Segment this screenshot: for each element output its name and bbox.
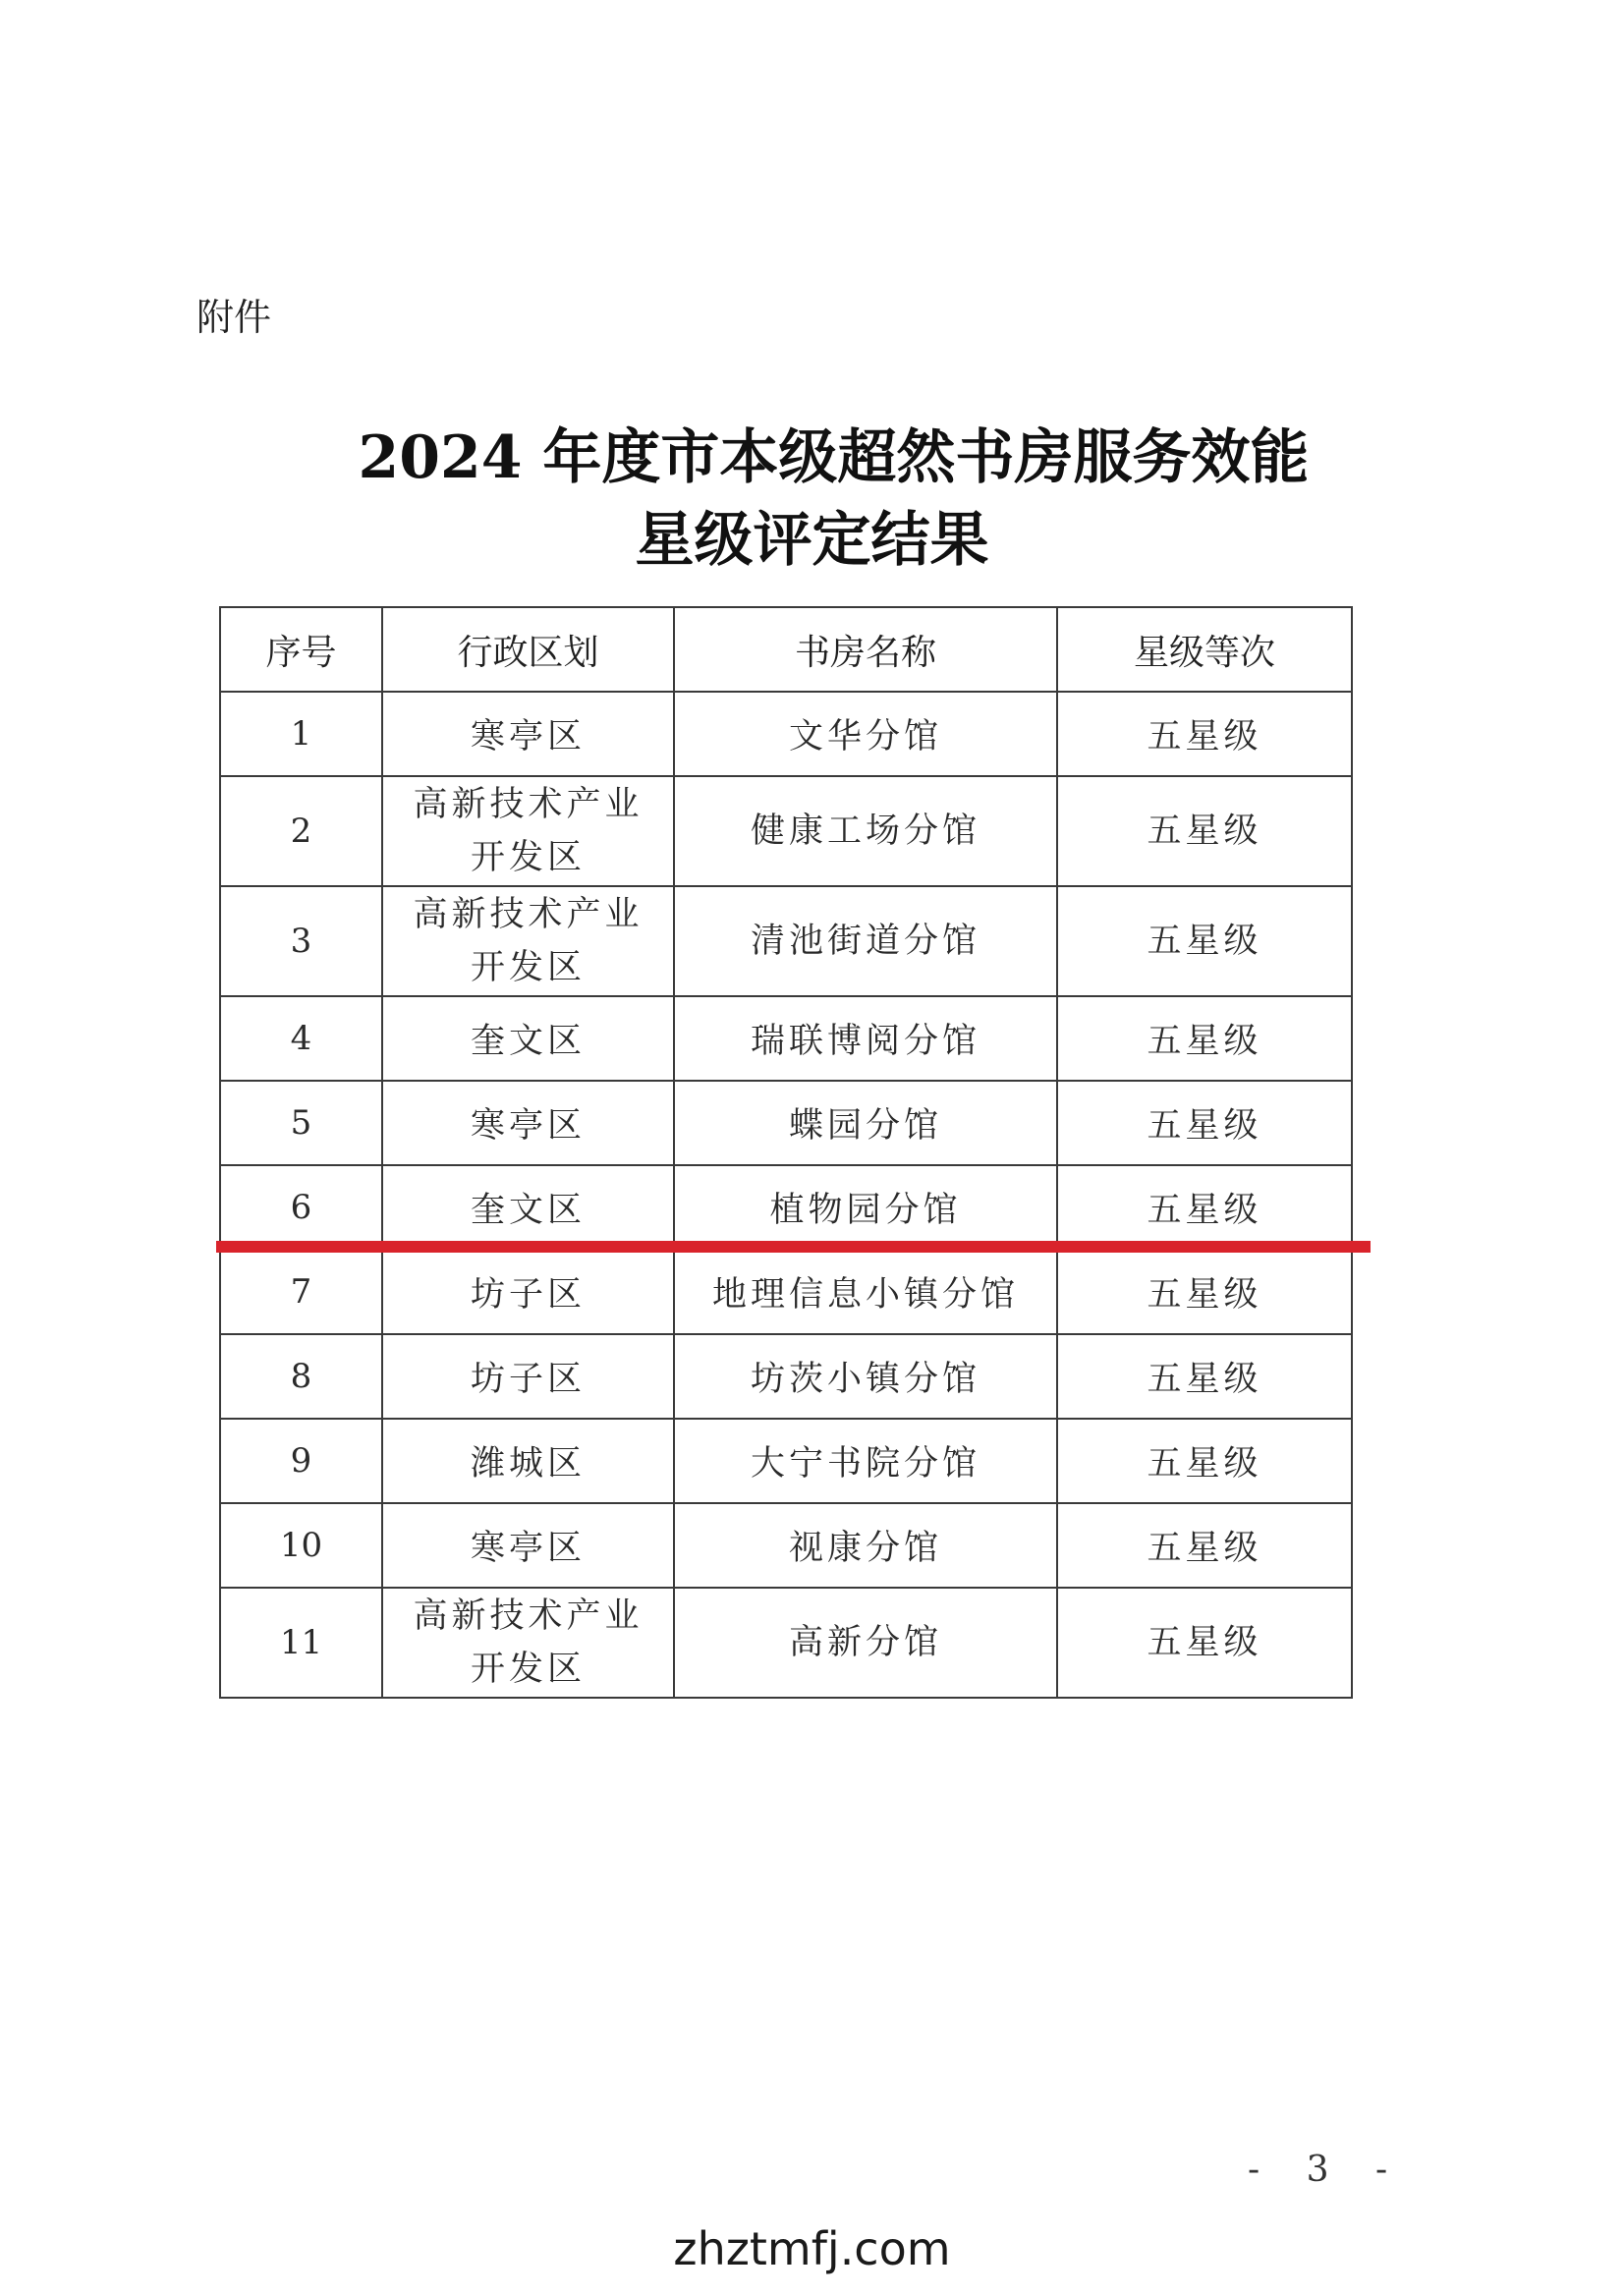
district-line: 奎文区 xyxy=(470,1022,586,1061)
cell-district xyxy=(382,776,674,886)
cell-number: 6 xyxy=(220,1165,382,1250)
cell-study-name: 视康分馆 xyxy=(674,1503,1057,1588)
cell-number: 2 xyxy=(220,776,382,886)
cell-district xyxy=(382,886,674,996)
table-row xyxy=(220,1419,1352,1503)
district-line: 高新技术产业 xyxy=(413,1596,644,1636)
district-line: 高新技术产业 xyxy=(413,895,644,934)
cell-number: 10 xyxy=(220,1503,382,1588)
cell-district xyxy=(382,692,674,776)
cell-number: 1 xyxy=(220,692,382,776)
attachment-label: 附件 xyxy=(196,296,272,339)
cell-district xyxy=(382,1165,674,1250)
cell-number: 9 xyxy=(220,1419,382,1503)
table-body xyxy=(220,692,1352,1698)
table-row xyxy=(220,1588,1352,1698)
district-line: 开发区 xyxy=(470,1650,586,1689)
cell-study-name: 坊茨小镇分馆 xyxy=(674,1334,1057,1419)
cell-study-name: 健康工场分馆 xyxy=(674,776,1057,886)
district-line: 寒亭区 xyxy=(470,1106,586,1146)
table-row xyxy=(220,886,1352,996)
table-header-row xyxy=(220,607,1352,692)
cell-study-name: 植物园分馆 xyxy=(674,1165,1057,1250)
district-line: 坊子区 xyxy=(470,1275,586,1315)
cell-number: 7 xyxy=(220,1250,382,1334)
cell-district xyxy=(382,996,674,1081)
table-row xyxy=(220,1250,1352,1334)
cell-rating: 五星级 xyxy=(1057,1419,1352,1503)
cell-number: 4 xyxy=(220,996,382,1081)
cell-rating: 五星级 xyxy=(1057,1588,1352,1698)
table-row xyxy=(220,1165,1352,1250)
cell-number: 11 xyxy=(220,1588,382,1698)
document-title-line1: 2024 年度市本级超然书房服务效能 xyxy=(358,423,1310,492)
cell-number: 3 xyxy=(220,886,382,996)
red-highlight-line xyxy=(216,1241,1371,1253)
rating-results-table xyxy=(219,606,1353,1699)
cell-study-name: 大宁书院分馆 xyxy=(674,1419,1057,1503)
cell-rating: 五星级 xyxy=(1057,886,1352,996)
cell-rating: 五星级 xyxy=(1057,1081,1352,1165)
district-line: 开发区 xyxy=(470,838,586,877)
table-row xyxy=(220,1081,1352,1165)
cell-district xyxy=(382,1081,674,1165)
district-line: 高新技术产业 xyxy=(413,785,644,824)
cell-rating: 五星级 xyxy=(1057,1503,1352,1588)
document-title-line2: 星级评定结果 xyxy=(635,506,989,575)
page-number: - 3 - xyxy=(1248,2150,1406,2190)
cell-district xyxy=(382,1250,674,1334)
column-header-study-name: 书房名称 xyxy=(674,607,1057,692)
district-line: 奎文区 xyxy=(470,1191,586,1230)
column-header-district: 行政区划 xyxy=(382,607,674,692)
cell-study-name: 瑞联博阅分馆 xyxy=(674,996,1057,1081)
cell-rating: 五星级 xyxy=(1057,1250,1352,1334)
cell-study-name: 地理信息小镇分馆 xyxy=(674,1250,1057,1334)
cell-rating: 五星级 xyxy=(1057,1334,1352,1419)
cell-rating: 五星级 xyxy=(1057,692,1352,776)
cell-district xyxy=(382,1419,674,1503)
cell-rating: 五星级 xyxy=(1057,996,1352,1081)
cell-study-name: 清池街道分馆 xyxy=(674,886,1057,996)
cell-study-name: 蝶园分馆 xyxy=(674,1081,1057,1165)
district-line: 坊子区 xyxy=(470,1360,586,1399)
table-row xyxy=(220,1334,1352,1419)
column-header-number: 序号 xyxy=(220,607,382,692)
table-row xyxy=(220,692,1352,776)
cell-district xyxy=(382,1503,674,1588)
table-row xyxy=(220,776,1352,886)
cell-district xyxy=(382,1334,674,1419)
watermark-text: zhztmfj.com xyxy=(673,2222,951,2275)
table-row xyxy=(220,996,1352,1081)
cell-number: 8 xyxy=(220,1334,382,1419)
cell-study-name: 文华分馆 xyxy=(674,692,1057,776)
district-line: 潍城区 xyxy=(470,1444,586,1484)
table-row xyxy=(220,1503,1352,1588)
cell-rating: 五星级 xyxy=(1057,776,1352,886)
district-line: 开发区 xyxy=(470,948,586,987)
cell-rating: 五星级 xyxy=(1057,1165,1352,1250)
district-line: 寒亭区 xyxy=(470,1529,586,1568)
column-header-rating: 星级等次 xyxy=(1057,607,1352,692)
cell-study-name: 高新分馆 xyxy=(674,1588,1057,1698)
cell-district xyxy=(382,1588,674,1698)
cell-number: 5 xyxy=(220,1081,382,1165)
district-line: 寒亭区 xyxy=(470,717,586,756)
